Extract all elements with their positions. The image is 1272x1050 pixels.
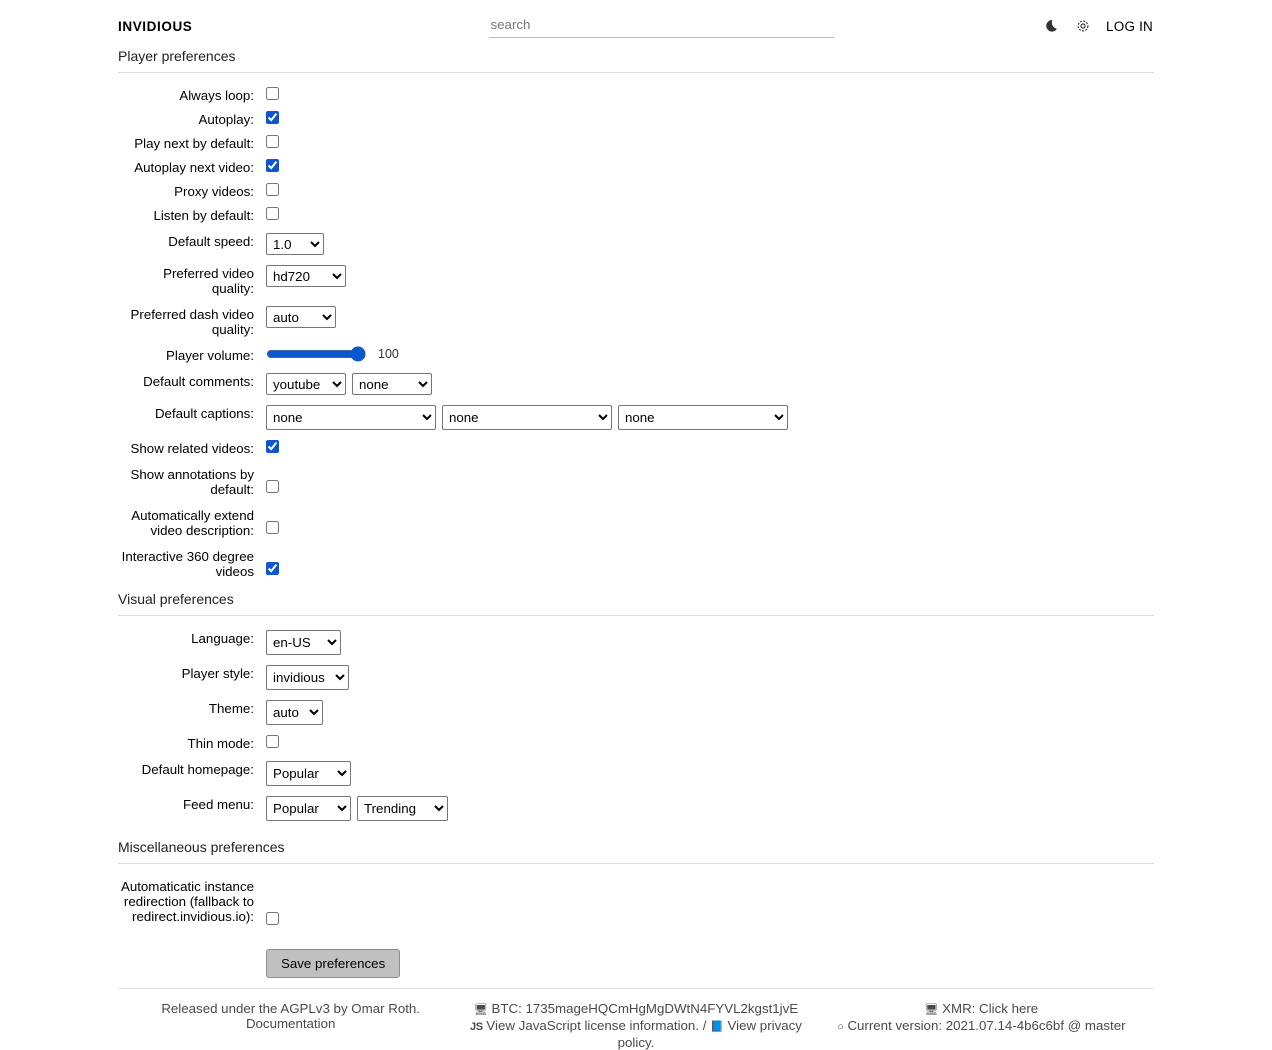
checkbox-listen-by-default[interactable] (266, 207, 279, 220)
moon-icon[interactable] (1042, 17, 1060, 35)
select-player-style[interactable] (266, 665, 349, 690)
select-default-captions-2[interactable] (442, 405, 612, 430)
select-default-captions-1[interactable] (266, 405, 436, 430)
section-player-preferences: Player preferences (118, 48, 1154, 73)
label-interactive-360: Interactive 360 degree videos (121, 549, 254, 579)
checkbox-proxy-videos[interactable] (266, 183, 279, 196)
select-preferred-video-quality[interactable] (266, 265, 346, 287)
book-icon: 📘 (710, 1021, 724, 1033)
label-extend-description: Automatically extend video description: (131, 508, 254, 538)
row-preferred-video-quality (118, 265, 1154, 296)
row-preferred-dash-video-quality (118, 306, 1154, 337)
row-feed-menu (118, 796, 1154, 821)
label-listen-by-default: Listen by default: (153, 208, 254, 223)
preferences-container (118, 48, 1154, 978)
row-player-volume (118, 347, 1154, 363)
checkbox-autoplay-next-video[interactable] (266, 159, 279, 172)
row-default-comments (118, 373, 1154, 395)
checkbox-show-annotations[interactable] (266, 480, 279, 493)
label-show-annotations: Show annotations by default: (130, 467, 254, 497)
section-visual-preferences: Visual preferences (118, 591, 1154, 616)
select-preferred-dash-video-quality[interactable] (266, 306, 336, 328)
checkbox-thin-mode[interactable] (266, 735, 279, 748)
section-misc-preferences: Miscellaneous preferences (118, 839, 1154, 864)
footer-privacy-link[interactable]: View privacy policy. (617, 1018, 802, 1050)
select-default-speed[interactable] (266, 233, 324, 255)
label-language: Language: (191, 631, 254, 646)
label-player-style: Player style: (181, 666, 254, 681)
footer-xmr-line (813, 1001, 1150, 1018)
select-default-comments-1[interactable] (266, 373, 346, 395)
row-proxy-videos (118, 183, 1154, 199)
row-default-captions (118, 405, 1154, 430)
page-footer (118, 988, 1154, 1050)
label-player-volume: Player volume: (166, 348, 254, 363)
navbar-right (982, 17, 1272, 35)
select-default-homepage[interactable] (266, 761, 351, 786)
github-icon: ○ (837, 1021, 844, 1033)
checkbox-always-loop[interactable] (266, 87, 279, 100)
label-default-speed: Default speed: (168, 234, 254, 249)
label-autoplay: Autoplay: (198, 112, 254, 127)
footer-license-text: Released under the AGPLv3 by Omar Roth. (161, 1001, 421, 1016)
row-extend-description (118, 507, 1154, 538)
row-autoplay (118, 111, 1154, 127)
search-input[interactable] (489, 14, 834, 38)
row-theme (118, 700, 1154, 725)
footer-version-link[interactable]: Current version: 2021.07.14-4b6c6bf @ master (847, 1018, 1126, 1033)
value-player-volume: 100 (378, 347, 399, 361)
row-auto-instance-redirect (118, 878, 1154, 925)
select-feed-menu-1[interactable] (266, 796, 351, 821)
row-language (118, 630, 1154, 655)
row-show-annotations (118, 466, 1154, 497)
footer-js-line (467, 1018, 804, 1050)
row-default-speed (118, 233, 1154, 255)
row-autoplay-next-video (118, 159, 1154, 175)
label-autoplay-next-video: Autoplay next video: (134, 160, 254, 175)
label-feed-menu: Feed menu: (183, 797, 254, 812)
label-default-captions: Default captions: (154, 406, 254, 421)
select-language[interactable] (266, 630, 341, 655)
label-show-related-videos: Show related videos: (130, 441, 254, 456)
label-default-comments: Default comments: (143, 374, 254, 389)
row-show-related-videos (118, 440, 1154, 456)
server-icon-2: 🖥 (924, 1004, 939, 1016)
checkbox-show-related-videos[interactable] (266, 440, 279, 453)
gear-icon[interactable] (1074, 17, 1092, 35)
row-thin-mode (118, 735, 1154, 751)
row-player-style (118, 665, 1154, 690)
server-icon: 🖥 (473, 1004, 488, 1016)
row-play-next-by-default (118, 135, 1154, 151)
checkbox-auto-instance-redirect[interactable] (266, 912, 279, 925)
select-feed-menu-2[interactable] (357, 796, 448, 821)
footer-btc-line (467, 1001, 804, 1018)
label-default-homepage: Default homepage: (141, 762, 254, 777)
select-default-captions-3[interactable] (618, 405, 788, 430)
label-proxy-videos: Proxy videos: (174, 184, 254, 199)
search-form (489, 14, 834, 38)
label-thin-mode: Thin mode: (187, 736, 254, 751)
label-play-next-by-default: Play next by default: (134, 136, 254, 151)
label-preferred-dash-video-quality: Preferred dash video quality: (130, 307, 254, 337)
footer-js-license-link[interactable]: View JavaScript license information. (486, 1018, 700, 1033)
label-theme: Theme: (208, 701, 254, 716)
checkbox-autoplay[interactable] (266, 111, 279, 124)
checkbox-play-next-by-default[interactable] (266, 135, 279, 148)
footer-documentation-link[interactable]: Documentation (245, 1016, 336, 1031)
footer-separator: / (702, 1018, 707, 1033)
label-preferred-video-quality: Preferred video quality: (163, 266, 254, 296)
save-preferences-button[interactable]: Save preferences (266, 949, 400, 978)
select-theme[interactable] (266, 700, 323, 725)
save-row (118, 949, 1154, 978)
navbar-center (340, 14, 982, 38)
top-navbar (0, 0, 1272, 48)
row-interactive-360 (118, 548, 1154, 579)
row-default-homepage (118, 761, 1154, 786)
navbar-left (0, 19, 340, 34)
checkbox-interactive-360[interactable] (266, 562, 279, 575)
label-always-loop: Always loop: (179, 88, 254, 103)
footer-col-license (118, 1001, 463, 1050)
slider-player-volume[interactable] (266, 347, 366, 361)
footer-version-line (813, 1018, 1150, 1035)
footer-btc-text: BTC: 1735mageHQCmHgMgDWtN4FYVL2kgst1jvE (491, 1001, 799, 1016)
login-link[interactable]: LOG IN (1106, 18, 1153, 34)
select-default-comments-2[interactable] (352, 373, 432, 395)
footer-col-version (809, 1001, 1154, 1050)
row-listen-by-default (118, 207, 1154, 223)
label-auto-instance-redirect: Automaticatic instance redirection (fallback to redirect.invidious.io): (120, 879, 254, 924)
js-icon: JS (470, 1021, 483, 1033)
footer-col-donate (463, 1001, 808, 1050)
brand-logo[interactable]: INVIDIOUS (118, 18, 193, 34)
footer-xmr-link[interactable]: XMR: Click here (942, 1001, 1039, 1016)
row-always-loop (118, 87, 1154, 103)
checkbox-extend-description[interactable] (266, 521, 279, 534)
